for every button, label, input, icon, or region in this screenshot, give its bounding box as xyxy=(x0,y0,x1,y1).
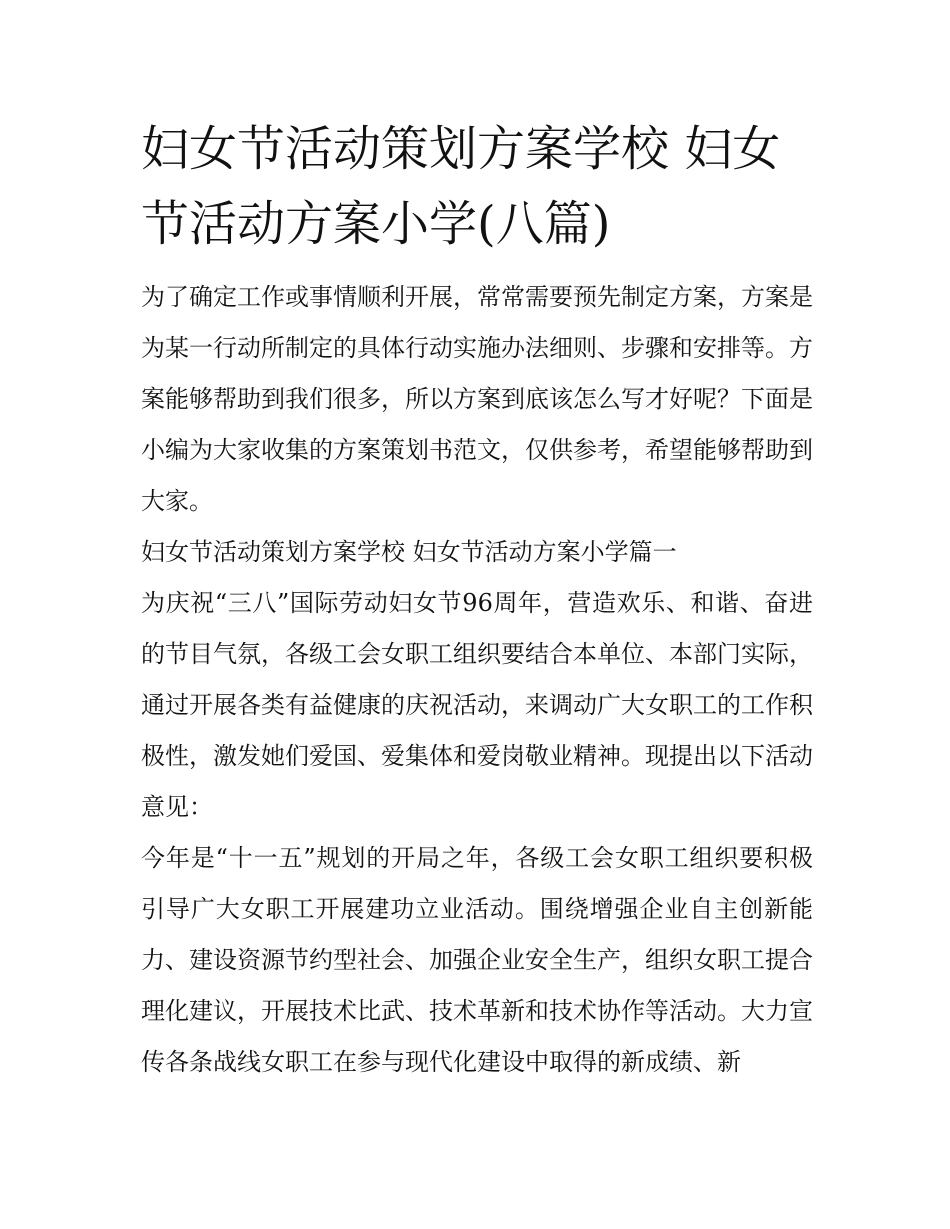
section-heading: 妇女节活动策划方案学校 妇女节活动方案小学篇一 xyxy=(141,538,677,566)
body-paragraph-2: 今年是“十一五”规划的开局之年，各级工会女职工组织要积极引导广大女职工开展建功立业活动。围绕增强企业自主创新能力、建设资源节约型社会、加强企业安全生产，组织女职工提合理化建议，开展技术比武、技术革新和技术协作等活动。大力宣传各条战线女职工在参与现代化建设中取得的新成绩、新 xyxy=(141,844,813,1076)
document-title: 妇女节活动策划方案学校 妇女节活动方案小学(八篇) xyxy=(141,121,781,252)
intro-paragraph: 为了确定工作或事情顺利开展，常常需要预先制定方案，方案是为某一行动所制定的具体行动实施办法细则、步骤和安排等。方案能够帮助到我们很多，所以方案到底该怎么写才好呢？下面是小编为大家收集的方案策划书范文，仅供参考，希望能够帮助到大家。 xyxy=(141,283,813,515)
document-page xyxy=(141,112,813,1088)
body-paragraph-1: 为庆祝“三八”国际劳动妇女节96周年，营造欢乐、和谐、奋进的节目气氛，各级工会女职工组织要结合本单位、本部门实际，通过开展各类有益健康的庆祝活动，来调动广大女职工的工作积极性，激发她们爱国、爱集体和爱岗敬业精神。现提出以下活动意见： xyxy=(141,589,813,821)
